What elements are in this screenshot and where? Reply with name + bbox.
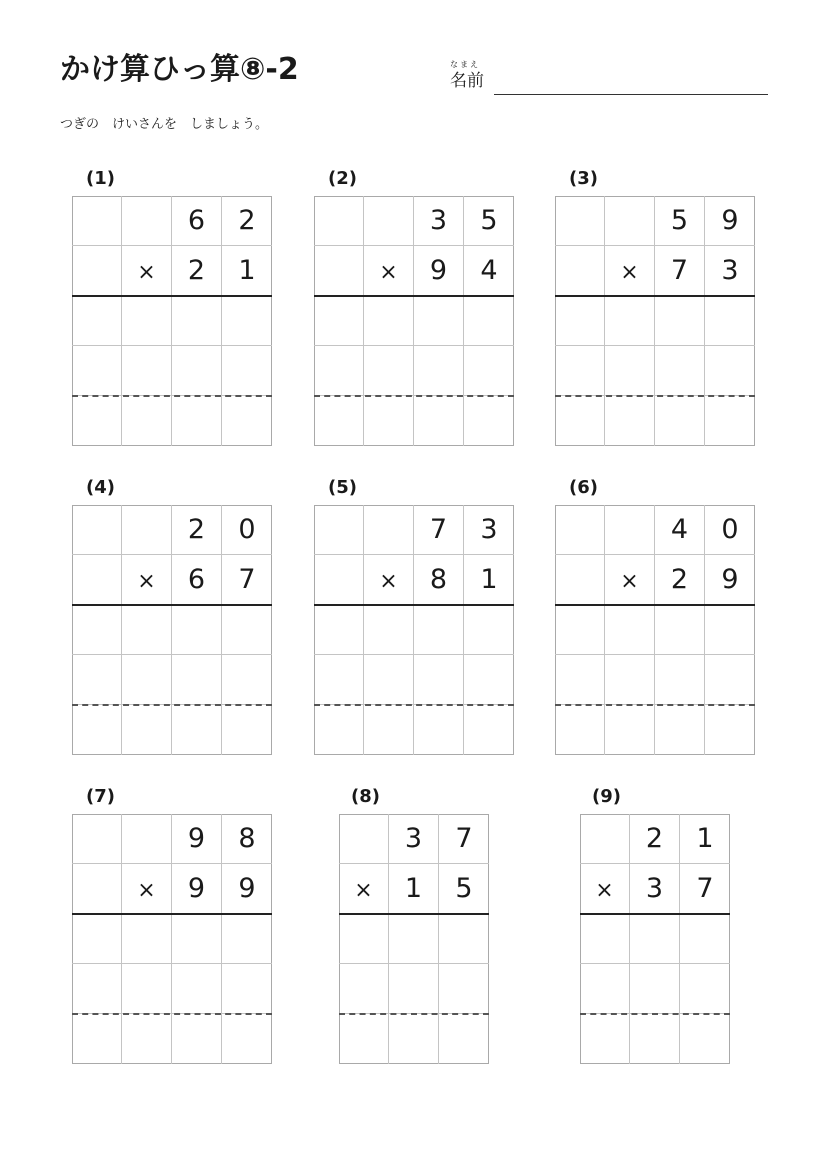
multiplicand-digit: 4 — [655, 505, 705, 555]
answer-cell[interactable] — [172, 1014, 222, 1064]
answer-cell[interactable] — [630, 1014, 680, 1064]
empty-cell — [72, 814, 122, 864]
answer-cell[interactable] — [655, 296, 705, 346]
multiplicand-digit: 7 — [439, 814, 489, 864]
answer-cell[interactable] — [314, 705, 364, 755]
problem-label: (8) — [351, 786, 380, 807]
answer-cell[interactable] — [580, 964, 630, 1014]
answer-cell[interactable] — [414, 605, 464, 655]
answer-cell[interactable] — [72, 1014, 122, 1064]
product-line — [555, 295, 755, 297]
page-title: かけ算ひっ算⑧-2 — [60, 52, 299, 87]
multiplier-digit: 7 — [655, 246, 705, 296]
empty-cell — [72, 864, 122, 914]
sum-dashed-line — [339, 1013, 489, 1015]
empty-cell — [555, 555, 605, 605]
answer-cell[interactable] — [555, 296, 605, 346]
answer-cell[interactable] — [680, 914, 730, 964]
multiplicand-digit: 3 — [389, 814, 439, 864]
answer-cell[interactable] — [122, 605, 172, 655]
multiplicand-digit: 5 — [655, 196, 705, 246]
answer-cell[interactable] — [122, 296, 172, 346]
answer-cell[interactable] — [72, 346, 122, 396]
answer-cell[interactable] — [339, 1014, 389, 1064]
answer-cell[interactable] — [72, 296, 122, 346]
answer-cell[interactable] — [389, 964, 439, 1014]
answer-cell[interactable] — [172, 346, 222, 396]
multiplicand-digit: 2 — [630, 814, 680, 864]
empty-cell — [364, 196, 414, 246]
name-write-line[interactable] — [494, 94, 768, 95]
answer-cell[interactable] — [222, 605, 272, 655]
multiplier-digit: 3 — [705, 246, 755, 296]
product-line — [314, 295, 514, 297]
answer-cell[interactable] — [464, 396, 514, 446]
answer-cell[interactable] — [464, 605, 514, 655]
answer-cell[interactable] — [414, 705, 464, 755]
answer-cell[interactable] — [222, 964, 272, 1014]
multiplier-digit: 6 — [172, 555, 222, 605]
answer-cell[interactable] — [314, 605, 364, 655]
answer-cell[interactable] — [705, 705, 755, 755]
multiplicand-digit: 1 — [680, 814, 730, 864]
answer-cell[interactable] — [605, 396, 655, 446]
multiply-sign: × — [364, 246, 414, 296]
multiply-sign: × — [122, 864, 172, 914]
answer-cell[interactable] — [439, 964, 489, 1014]
answer-cell[interactable] — [314, 346, 364, 396]
answer-cell[interactable] — [655, 655, 705, 705]
product-line — [72, 295, 272, 297]
answer-cell[interactable] — [439, 1014, 489, 1064]
answer-cell[interactable] — [580, 914, 630, 964]
answer-grid — [314, 505, 514, 755]
multiplier-digit: 7 — [222, 555, 272, 605]
answer-cell[interactable] — [122, 1014, 172, 1064]
multiplier-digit: 9 — [222, 864, 272, 914]
answer-cell[interactable] — [605, 346, 655, 396]
answer-cell[interactable] — [655, 705, 705, 755]
answer-cell[interactable] — [464, 296, 514, 346]
multiplicand-digit: 9 — [705, 196, 755, 246]
answer-cell[interactable] — [605, 296, 655, 346]
answer-cell[interactable] — [389, 1014, 439, 1064]
problem-label: (5) — [328, 477, 357, 498]
answer-cell[interactable] — [655, 605, 705, 655]
name-ruby: なまえ — [450, 60, 480, 69]
multiplicand-digit: 6 — [172, 196, 222, 246]
empty-cell — [605, 505, 655, 555]
answer-cell[interactable] — [705, 605, 755, 655]
product-line — [72, 913, 272, 915]
answer-cell[interactable] — [605, 705, 655, 755]
answer-cell[interactable] — [364, 605, 414, 655]
problem-label: (1) — [86, 168, 115, 189]
multiplicand-digit: 3 — [464, 505, 514, 555]
answer-cell[interactable] — [122, 705, 172, 755]
empty-cell — [555, 246, 605, 296]
multiplier-digit: 7 — [680, 864, 730, 914]
multiplicand-digit: 9 — [172, 814, 222, 864]
answer-cell[interactable] — [172, 914, 222, 964]
answer-cell[interactable] — [555, 346, 605, 396]
multiplicand-digit: 5 — [464, 196, 514, 246]
problem-label: (4) — [86, 477, 115, 498]
answer-cell[interactable] — [655, 346, 705, 396]
answer-cell[interactable] — [364, 396, 414, 446]
product-line — [555, 604, 755, 606]
answer-cell[interactable] — [414, 655, 464, 705]
multiplicand-digit: 0 — [705, 505, 755, 555]
answer-cell[interactable] — [339, 964, 389, 1014]
multiplier-digit: 5 — [439, 864, 489, 914]
answer-cell[interactable] — [555, 655, 605, 705]
empty-cell — [314, 246, 364, 296]
multiplicand-digit: 0 — [222, 505, 272, 555]
multiply-sign: × — [122, 246, 172, 296]
answer-cell[interactable] — [122, 655, 172, 705]
answer-cell[interactable] — [172, 705, 222, 755]
multiplier-digit: 1 — [389, 864, 439, 914]
name-label: 名前 — [450, 71, 484, 91]
answer-cell[interactable] — [72, 655, 122, 705]
product-line — [339, 913, 489, 915]
answer-cell[interactable] — [72, 964, 122, 1014]
answer-cell[interactable] — [172, 964, 222, 1014]
answer-cell[interactable] — [555, 605, 605, 655]
multiplier-digit: 9 — [705, 555, 755, 605]
answer-cell[interactable] — [172, 605, 222, 655]
sum-dashed-line — [555, 395, 755, 397]
product-line — [72, 604, 272, 606]
multiply-sign: × — [605, 246, 655, 296]
answer-cell[interactable] — [314, 655, 364, 705]
multiplicand-digit: 2 — [222, 196, 272, 246]
problem-label: (9) — [592, 786, 621, 807]
multiplier-digit: 9 — [414, 246, 464, 296]
empty-cell — [605, 196, 655, 246]
multiplier-digit: 4 — [464, 246, 514, 296]
product-line — [580, 913, 730, 915]
answer-cell[interactable] — [222, 396, 272, 446]
answer-grid — [72, 196, 272, 446]
answer-cell[interactable] — [172, 296, 222, 346]
multiply-sign: × — [605, 555, 655, 605]
answer-cell[interactable] — [72, 605, 122, 655]
answer-cell[interactable] — [314, 396, 364, 446]
empty-cell — [314, 555, 364, 605]
problem-label: (7) — [86, 786, 115, 807]
answer-cell[interactable] — [222, 655, 272, 705]
answer-grid — [72, 814, 272, 1064]
answer-cell[interactable] — [705, 346, 755, 396]
answer-cell[interactable] — [222, 705, 272, 755]
multiplicand-digit: 8 — [222, 814, 272, 864]
product-line — [314, 604, 514, 606]
answer-cell[interactable] — [555, 396, 605, 446]
sum-dashed-line — [72, 1013, 272, 1015]
answer-grid — [72, 505, 272, 755]
answer-cell[interactable] — [680, 1014, 730, 1064]
sum-dashed-line — [555, 704, 755, 706]
answer-cell[interactable] — [172, 655, 222, 705]
answer-cell[interactable] — [705, 655, 755, 705]
answer-cell[interactable] — [389, 914, 439, 964]
empty-cell — [555, 505, 605, 555]
empty-cell — [72, 555, 122, 605]
answer-cell[interactable] — [339, 914, 389, 964]
answer-cell[interactable] — [222, 1014, 272, 1064]
empty-cell — [122, 505, 172, 555]
empty-cell — [314, 196, 364, 246]
answer-cell[interactable] — [222, 346, 272, 396]
empty-cell — [364, 505, 414, 555]
answer-cell[interactable] — [414, 396, 464, 446]
answer-cell[interactable] — [122, 396, 172, 446]
answer-cell[interactable] — [72, 705, 122, 755]
multiply-sign: × — [580, 864, 630, 914]
answer-cell[interactable] — [364, 705, 414, 755]
answer-cell[interactable] — [122, 914, 172, 964]
name-field — [450, 60, 770, 100]
answer-grid — [555, 505, 755, 755]
empty-cell — [314, 505, 364, 555]
answer-cell[interactable] — [414, 346, 464, 396]
answer-cell[interactable] — [222, 914, 272, 964]
answer-grid — [339, 814, 489, 1064]
multiply-sign: × — [122, 555, 172, 605]
answer-cell[interactable] — [464, 705, 514, 755]
multiplier-digit: 2 — [655, 555, 705, 605]
answer-grid — [555, 196, 755, 446]
answer-cell[interactable] — [555, 705, 605, 755]
instruction-text: つぎの けいさんを しましょう。 — [60, 117, 269, 132]
multiply-sign: × — [339, 864, 389, 914]
empty-cell — [339, 814, 389, 864]
answer-cell[interactable] — [655, 396, 705, 446]
sum-dashed-line — [72, 395, 272, 397]
answer-cell[interactable] — [705, 396, 755, 446]
answer-cell[interactable] — [72, 396, 122, 446]
answer-cell[interactable] — [605, 655, 655, 705]
answer-cell[interactable] — [464, 655, 514, 705]
empty-cell — [122, 196, 172, 246]
answer-cell[interactable] — [172, 396, 222, 446]
problem-label: (6) — [569, 477, 598, 498]
answer-cell[interactable] — [364, 296, 414, 346]
answer-grid — [580, 814, 730, 1064]
multiplicand-digit: 7 — [414, 505, 464, 555]
multiplier-digit: 1 — [222, 246, 272, 296]
answer-cell[interactable] — [72, 914, 122, 964]
answer-cell[interactable] — [630, 914, 680, 964]
empty-cell — [72, 246, 122, 296]
answer-cell[interactable] — [680, 964, 730, 1014]
answer-cell[interactable] — [705, 296, 755, 346]
answer-cell[interactable] — [630, 964, 680, 1014]
answer-cell[interactable] — [314, 296, 364, 346]
answer-cell[interactable] — [364, 346, 414, 396]
answer-cell[interactable] — [364, 655, 414, 705]
answer-cell[interactable] — [122, 346, 172, 396]
multiplicand-digit: 2 — [172, 505, 222, 555]
answer-cell[interactable] — [580, 1014, 630, 1064]
answer-cell[interactable] — [464, 346, 514, 396]
multiplier-digit: 2 — [172, 246, 222, 296]
answer-cell[interactable] — [414, 296, 464, 346]
multiplier-digit: 8 — [414, 555, 464, 605]
empty-cell — [555, 196, 605, 246]
sum-dashed-line — [580, 1013, 730, 1015]
answer-cell[interactable] — [222, 296, 272, 346]
empty-cell — [72, 196, 122, 246]
answer-cell[interactable] — [122, 964, 172, 1014]
answer-cell[interactable] — [439, 914, 489, 964]
multiplicand-digit: 3 — [414, 196, 464, 246]
empty-cell — [72, 505, 122, 555]
sum-dashed-line — [314, 704, 514, 706]
problem-label: (3) — [569, 168, 598, 189]
sum-dashed-line — [314, 395, 514, 397]
multiplier-digit: 9 — [172, 864, 222, 914]
problem-label: (2) — [328, 168, 357, 189]
multiplier-digit: 3 — [630, 864, 680, 914]
multiplier-digit: 1 — [464, 555, 514, 605]
multiply-sign: × — [364, 555, 414, 605]
sum-dashed-line — [72, 704, 272, 706]
empty-cell — [122, 814, 172, 864]
answer-grid — [314, 196, 514, 446]
answer-cell[interactable] — [605, 605, 655, 655]
empty-cell — [580, 814, 630, 864]
